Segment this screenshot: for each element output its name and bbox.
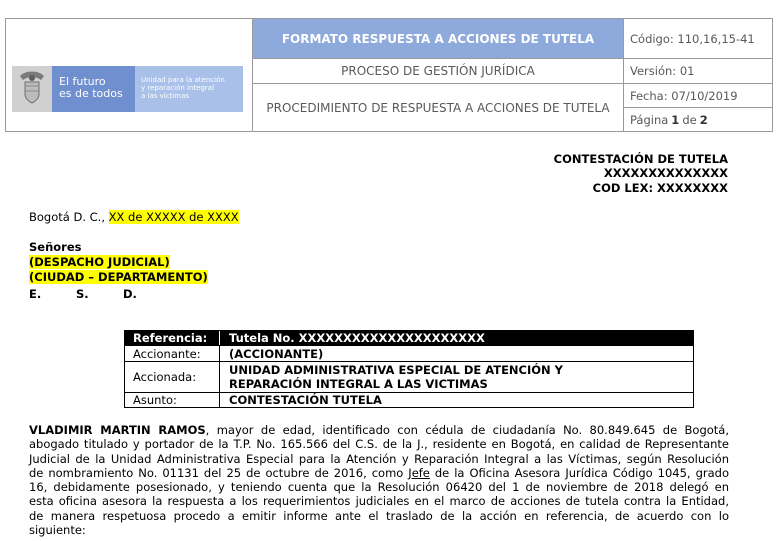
heading-title: CONTESTACIÓN DE TUTELA: [553, 152, 728, 166]
defendant-value: [220, 362, 693, 392]
page-of: de: [682, 112, 697, 127]
logo-slogan: [52, 66, 135, 112]
subject-row: [125, 393, 693, 407]
defendant-label: Accionada:: [125, 362, 220, 392]
jefe-word: Jefe: [408, 465, 430, 480]
body-line-2: abogado titulado y portador de la T.P. No. 165.566 del C.S. de la J., residente en Bogotá, en calidad de Representante: [29, 437, 729, 452]
signer-name: VLADIMIR MARTIN RAMOS: [29, 423, 206, 437]
body-line-7: de manera respetuosa procedo a emitir informe ante el traslado de la acción en referencia, de acuerdo con lo: [29, 508, 729, 523]
defendant-row: [125, 362, 693, 393]
reference-value: Tutela No. XXXXXXXXXXXXXXXXXXXXX: [229, 331, 485, 345]
government-logo: [10, 66, 245, 112]
body-paragraph: [29, 423, 729, 537]
esd-s: S.: [76, 287, 89, 301]
subject-value: CONTESTACIÓN TUTELA: [229, 393, 382, 407]
salutation: Señores: [29, 240, 82, 254]
esd-line: [29, 287, 137, 301]
document-code: Código: 110,16,15-41: [624, 19, 772, 59]
logo-slogan-line1: El futuro: [59, 75, 106, 88]
reference-table: [124, 330, 694, 408]
body-line-5: 16, debidamente posesionado, y teniendo cuenta que la Resolución 06420 del 1 de noviembre de 2018 delegó en: [29, 480, 729, 495]
place: Bogotá D. C.,: [29, 210, 109, 224]
body-line-8: siguiente:: [29, 523, 86, 538]
document-date: Fecha: 07/10/2019: [624, 84, 772, 108]
body-line-3: Judicial de la Unidad Administrativa Especial para la Atención y Reparación Integral a las Víctimas, según Resolución: [29, 451, 729, 466]
body-line-4a: de nombramiento No. 01131 del 25 de octubre de 2016, como: [29, 465, 409, 480]
body-line-4b: de la Oficina Asesora Jurídica Código 1045, grado: [429, 465, 729, 480]
page-indicator: [624, 108, 772, 131]
procedure-name: PROCEDIMIENTO DE RESPUESTA A ACCIONES DE TUTELA: [266, 100, 610, 115]
header-middle-column: [253, 19, 624, 131]
page-current: 1: [671, 112, 680, 127]
reference-row: [125, 331, 693, 346]
heading-cod-lex: COD LEX: XXXXXXXX: [592, 181, 728, 195]
reference-label: Referencia:: [125, 331, 220, 345]
plaintiff-row: [125, 346, 693, 362]
process-name: PROCESO DE GESTIÓN JURÍDICA: [253, 59, 623, 84]
city-placeholder: (CIUDAD – DEPARTAMENTO): [29, 270, 208, 284]
heading-case-number: XXXXXXXXXXXXXX: [603, 166, 728, 180]
esd-e: E.: [29, 287, 42, 301]
body-line-4: [29, 466, 729, 480]
logo-slogan-line2: es de todos: [59, 87, 123, 100]
page-total: 2: [699, 112, 708, 127]
coat-of-arms-icon: [12, 66, 52, 112]
logo-entity-line3: a las víctimas: [141, 92, 190, 100]
body-line-1: [29, 423, 729, 437]
court-placeholder: (DESPACHO JUDICIAL): [29, 255, 170, 269]
place-date-line: [29, 210, 239, 224]
defendant-value-line1: UNIDAD ADMINISTRATIVA ESPECIAL DE ATENCIÓN Y: [229, 363, 564, 377]
date-placeholder: XX de XXXXX de XXXX: [108, 210, 239, 224]
subject-label: Asunto:: [125, 393, 220, 407]
logo-entity-line2: y reparación integral: [141, 84, 215, 92]
body-line-6: esta oficina asesora la respuesta a los requerimientos judiciales en el marco de acciones de tutela contra la Entidad,: [29, 494, 729, 509]
defendant-value-line2: REPARACIÓN INTEGRAL A LAS VICTIMAS: [229, 377, 488, 391]
logo-entity-name: [135, 66, 243, 112]
logo-entity-line1: Unidad para la atención: [141, 76, 225, 84]
form-title: FORMATO RESPUESTA A ACCIONES DE TUTELA: [253, 19, 623, 59]
plaintiff-value: (ACCIONANTE): [229, 346, 324, 361]
header-right-column: [624, 19, 772, 131]
page-label: Página: [630, 112, 669, 127]
plaintiff-label: Accionante:: [125, 346, 220, 361]
body-line-1-text: , mayor de edad, identificado con cédula de ciudadanía No. 80.849.645 de Bogotá,: [205, 423, 729, 437]
esd-d: D.: [123, 287, 137, 301]
document-version: Versión: 01: [624, 59, 772, 84]
